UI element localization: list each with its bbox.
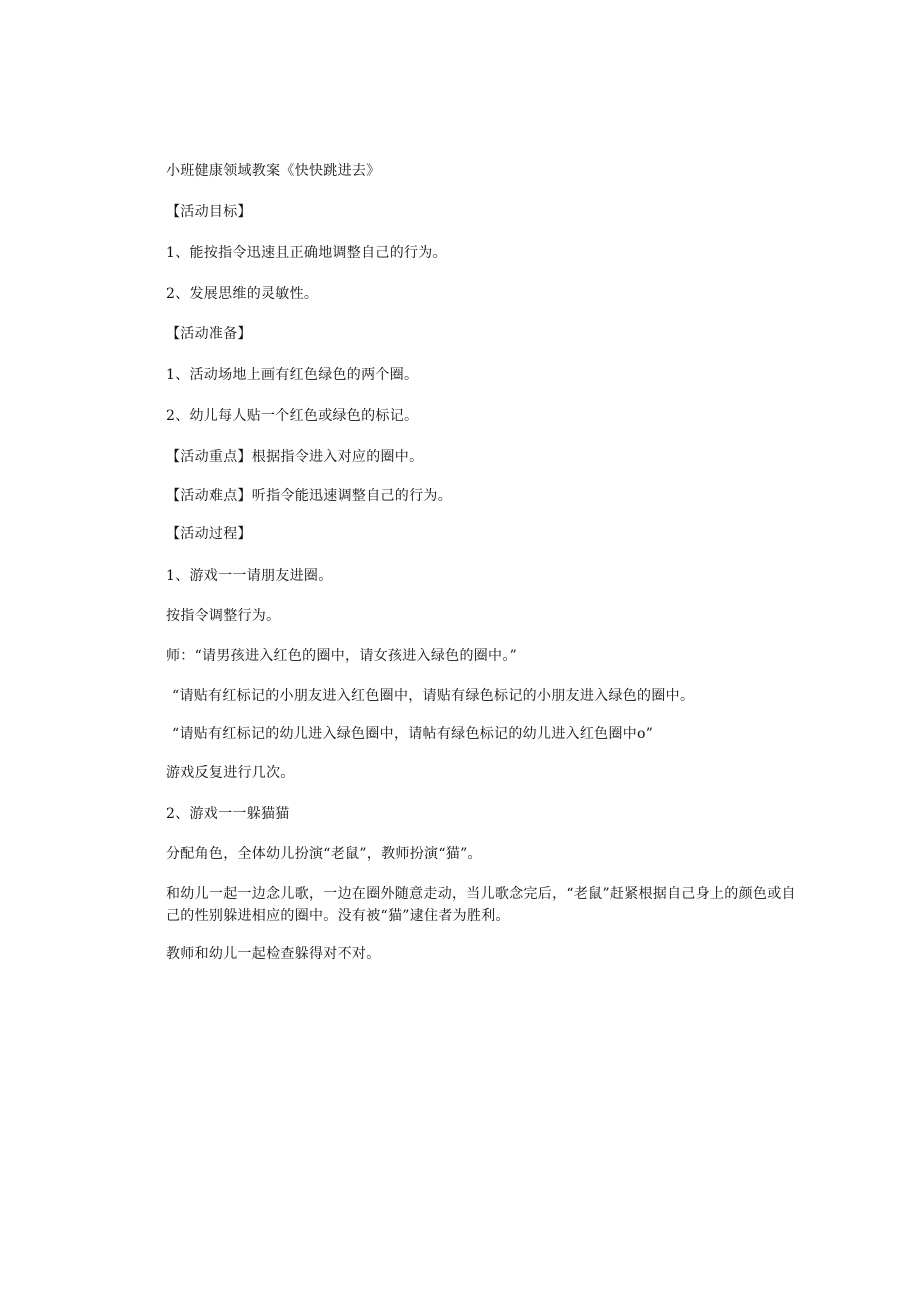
process-step-2: 2、游戏一一躲猫猫 bbox=[166, 806, 290, 822]
teacher-dialogue-3: “请贴有红标记的幼儿进入绿色圈中，请帖有绿色标记的幼儿进入红色圈中o” bbox=[172, 726, 654, 742]
section-heading-preparation: 【活动准备】 bbox=[166, 326, 252, 342]
preparation-item-1: 1、活动场地上画有红色绿色的两个圈。 bbox=[166, 367, 419, 383]
goal-item-2: 2、发展思维的灵敏性。 bbox=[166, 286, 319, 302]
teacher-dialogue-2: “请贴有红标记的小朋友进入红色圈中，请贴有绿色标记的小朋友进入绿色的圈中。 bbox=[172, 688, 695, 704]
preparation-item-2: 2、幼儿每人贴一个红色或绿色的标记。 bbox=[166, 408, 419, 424]
game-description-paragraph: 和幼儿一起一边念儿歌，一边在圈外随意走动，当儿歌念完后，“老鼠”赶紧根据自己身上的颜色或自己的性别躲进相应的圈中。没有被“猫”逮住者为胜利。 bbox=[166, 886, 796, 924]
section-heading-process: 【活动过程】 bbox=[166, 526, 252, 542]
role-assignment: 分配角色，全体幼儿扮演“老鼠”，教师扮演“猫”。 bbox=[166, 846, 482, 862]
process-step-1: 1、游戏一一请朋友进圈。 bbox=[166, 568, 333, 584]
closing-line: 教师和幼儿一起检查躲得对不对。 bbox=[166, 946, 381, 962]
goal-item-1: 1、能按指令迅速且正确地调整自己的行为。 bbox=[166, 245, 447, 261]
document-title: 小班健康领域教案《快快跳进去》 bbox=[166, 163, 381, 179]
process-instruction: 按指令调整行为。 bbox=[166, 608, 281, 624]
section-heading-goals: 【活动目标】 bbox=[166, 204, 252, 220]
teacher-dialogue-1: 师：“请男孩进入红色的圈中，请女孩进入绿色的圈中。” bbox=[166, 648, 518, 664]
repeat-note: 游戏反复进行几次。 bbox=[166, 765, 295, 781]
key-point-line: 【活动重点】根据指令进入对应的圈中。 bbox=[166, 449, 424, 465]
difficulty-line: 【活动难点】听指令能迅速调整自己的行为。 bbox=[166, 488, 452, 504]
